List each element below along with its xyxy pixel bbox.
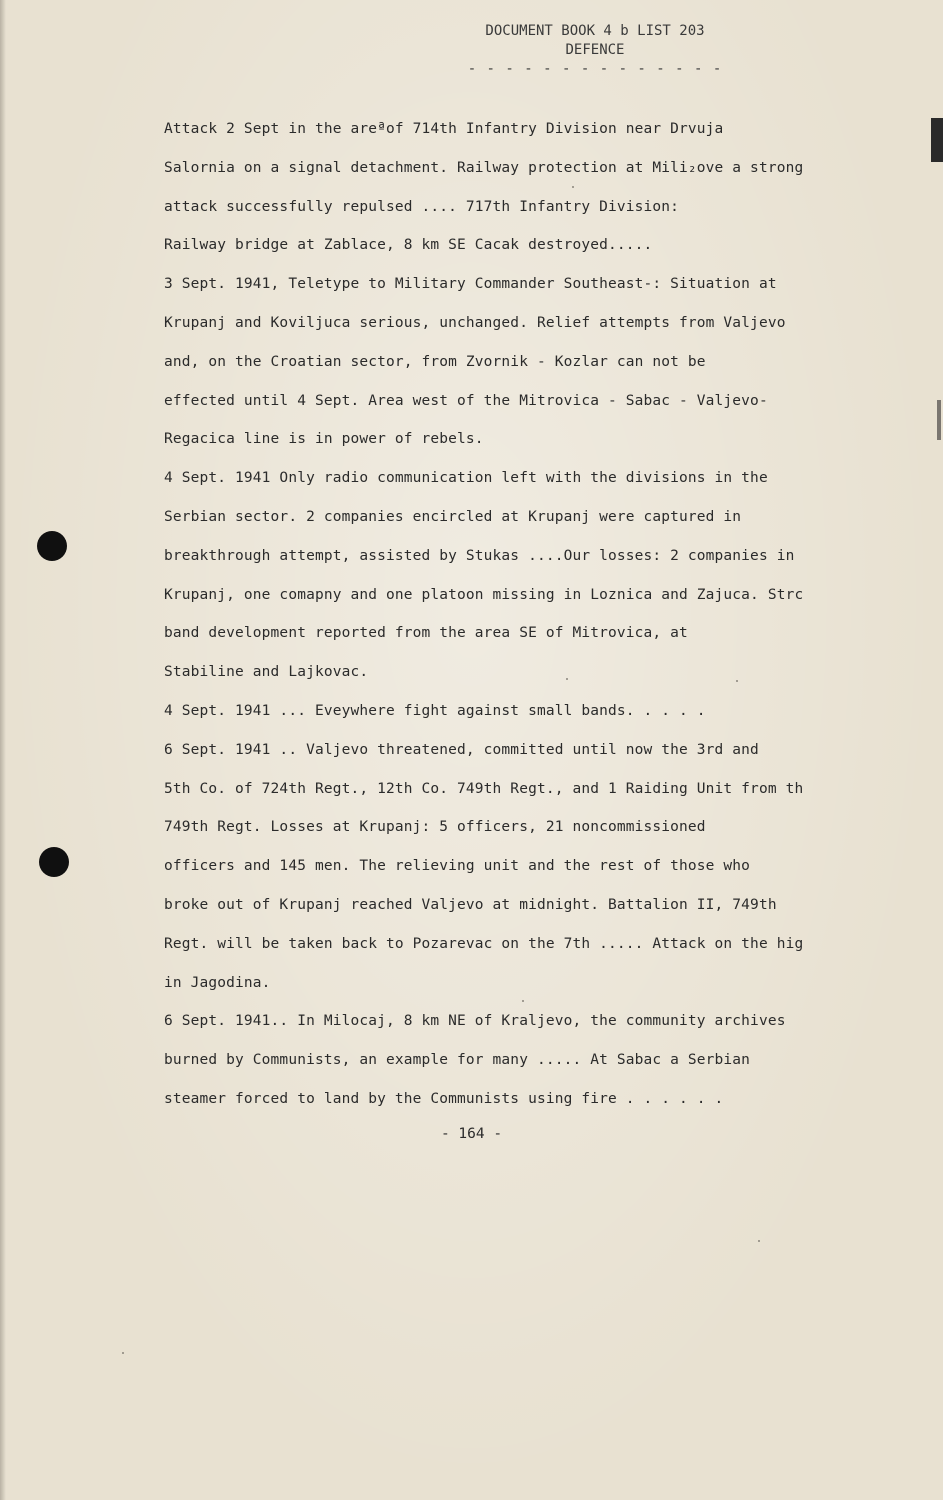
document-body [164, 116, 864, 1125]
paper-speck [572, 186, 574, 188]
body-line: burned by Communists, an example for many ..... At Sabac a Serbian [164, 1052, 751, 1069]
page-number: - 164 - [440, 1126, 503, 1142]
punch-hole [37, 531, 67, 561]
body-line: Regacica line is in power of rebels. [164, 431, 484, 448]
body-line: band development reported from the area SE of Mitrovica, at [164, 625, 688, 642]
body-line: Attack 2 Sept in the areªof 714th Infantry Division near Drvuja [164, 121, 724, 137]
header-line-1: DOCUMENT BOOK 4 b LIST 203 [485, 23, 705, 39]
body-line: Salornia on a signal detachment. Railway protection at Mili₂ove a strong [164, 159, 804, 176]
body-line: Stabiline and Lajkovac. [164, 664, 369, 681]
paper-edge-mark [937, 400, 941, 440]
body-line: Krupanj, one comapny and one platoon missing in Loznica and Zajuca. Strc [164, 586, 804, 603]
body-line: 5th Co. of 724th Regt., 12th Co. 749th Regt., and 1 Raiding Unit from th [164, 780, 804, 797]
paper-speck [522, 1000, 524, 1002]
body-line: officers and 145 men. The relieving unit and the rest of those who [164, 858, 751, 875]
paper-speck [122, 1352, 124, 1354]
body-line: Krupanj and Koviljuca serious, unchanged. Relief attempts from Valjevo [164, 314, 786, 331]
paper-speck [758, 1240, 760, 1242]
body-line: and, on the Croatian sector, from Zvornik - Kozlar can not be [164, 353, 706, 370]
body-line: 4 Sept. 1941 Only radio communication left with the divisions in the [164, 470, 768, 487]
body-line: 6 Sept. 1941.. In Milocaj, 8 km NE of Kraljevo, the community archives [164, 1013, 786, 1030]
body-line: in Jagodina. [164, 974, 271, 991]
paper-speck [566, 678, 568, 680]
body-line: broke out of Krupanj reached Valjevo at midnight. Battalion II, 749th [164, 896, 777, 913]
header-line-2: DEFENCE [565, 42, 625, 58]
document-header [440, 22, 750, 79]
paper-edge-shadow [0, 0, 6, 1500]
punch-hole [39, 847, 69, 877]
body-line: 749th Regt. Losses at Krupanj: 5 officers, 21 noncommissioned [164, 819, 706, 836]
body-line: 4 Sept. 1941 ... Eveywhere fight against small bands. . . . . [164, 702, 706, 719]
body-line: steamer forced to land by the Communists using fire . . . . . . [164, 1090, 724, 1107]
body-line: Regt. will be taken back to Pozarevac on the 7th ..... Attack on the hig [164, 935, 804, 952]
body-line: effected until 4 Sept. Area west of the Mitrovica - Sabac - Valjevo- [164, 392, 768, 409]
body-line: 6 Sept. 1941 .. Valjevo threatened, committed until now the 3rd and [164, 741, 759, 758]
body-line: attack successfully repulsed .... 717th Infantry Division: [164, 198, 680, 215]
body-line: Railway bridge at Zablace, 8 km SE Cacak destroyed..... [164, 237, 653, 254]
header-rule: - - - - - - - - - - - - - - [467, 61, 723, 77]
body-line: 3 Sept. 1941, Teletype to Military Commander Southeast-: Situation at [164, 276, 777, 293]
paper-speck [736, 680, 738, 682]
binder-clip-mark [931, 118, 943, 162]
body-line: breakthrough attempt, assisted by Stukas ....Our losses: 2 companies in [164, 547, 795, 564]
body-line: Serbian sector. 2 companies encircled at Krupanj were captured in [164, 508, 742, 525]
